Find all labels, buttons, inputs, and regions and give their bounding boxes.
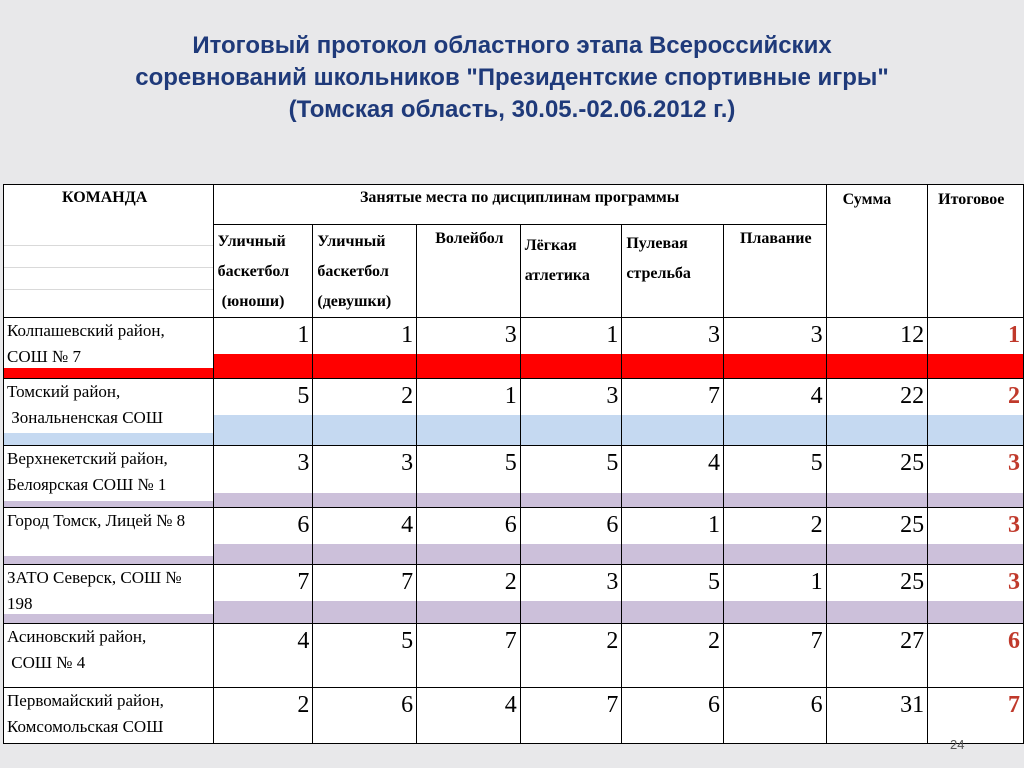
discipline-place-value: 7 xyxy=(504,628,517,654)
discipline-place-cell xyxy=(622,565,724,624)
place-highlight-band xyxy=(214,354,313,378)
discipline-place-cell xyxy=(417,446,521,508)
place-highlight-band xyxy=(4,556,213,564)
team-name-line-1: Город Томск, Лицей № 8 xyxy=(7,511,186,530)
discipline-place-value: 4 xyxy=(504,692,517,718)
discipline-place-cell xyxy=(723,318,826,379)
discipline-place-cell xyxy=(313,446,417,508)
discipline-place-value: 1 xyxy=(707,512,720,538)
place-highlight-band xyxy=(521,601,622,623)
discipline-place-value: 5 xyxy=(401,628,414,654)
discipline-place-cell xyxy=(520,318,622,379)
place-highlight-band xyxy=(724,544,826,564)
sum-cell xyxy=(826,508,928,565)
discipline-place-cell xyxy=(417,318,521,379)
discipline-place-cell xyxy=(213,624,313,688)
discipline-place-value: 6 xyxy=(707,692,720,718)
discipline-place-value: 6 xyxy=(606,512,619,538)
team-name-cell xyxy=(4,565,214,624)
discipline-place-cell xyxy=(520,446,622,508)
final-place-cell xyxy=(928,508,1024,565)
discipline-place-value: 2 xyxy=(810,512,823,538)
disciplines-header: Занятые места по дисциплинам программы xyxy=(213,185,826,225)
sum-value: 22 xyxy=(900,383,925,409)
final-place-cell xyxy=(928,624,1024,688)
place-highlight-band xyxy=(214,544,313,564)
discipline-place-value: 3 xyxy=(401,450,414,476)
place-highlight-band xyxy=(4,433,213,445)
final-place-value: 3 xyxy=(1008,512,1020,538)
discipline-place-value: 3 xyxy=(707,322,720,348)
discipline-place-value: 3 xyxy=(297,450,310,476)
team-row xyxy=(4,508,1024,565)
team-row xyxy=(4,624,1024,688)
discipline-place-cell xyxy=(213,508,313,565)
sum-cell xyxy=(826,379,928,446)
discipline-place-cell xyxy=(213,565,313,624)
team-name-cell xyxy=(4,318,214,379)
place-highlight-band xyxy=(417,354,520,378)
place-highlight-band xyxy=(4,501,213,507)
results-table xyxy=(3,184,1024,744)
discipline-place-cell xyxy=(213,379,313,446)
discipline-place-value: 3 xyxy=(606,569,619,595)
discipline-place-value: 2 xyxy=(707,628,720,654)
team-name-line-1: ЗАТО Северск, СОШ № xyxy=(7,568,182,587)
discipline-place-value: 4 xyxy=(297,628,310,654)
place-highlight-band xyxy=(521,415,622,445)
discipline-place-cell xyxy=(417,624,521,688)
place-highlight-band xyxy=(622,493,723,507)
discipline-place-value: 6 xyxy=(504,512,517,538)
title-line-3: (Томская область, 30.05.-02.06.2012 г.) xyxy=(288,96,736,123)
discipline-place-cell xyxy=(723,688,826,744)
discipline-place-cell xyxy=(622,318,724,379)
place-highlight-band xyxy=(521,354,622,378)
place-highlight-band xyxy=(928,493,1023,507)
discipline-place-cell xyxy=(213,318,313,379)
sum-value: 25 xyxy=(900,569,925,595)
discipline-place-cell xyxy=(313,624,417,688)
place-highlight-band xyxy=(214,493,313,507)
place-highlight-band xyxy=(928,544,1023,564)
team-name-line-1: Первомайский район, xyxy=(7,691,164,710)
place-highlight-band xyxy=(521,544,622,564)
discipline-place-cell xyxy=(622,446,724,508)
discipline-place-cell xyxy=(313,688,417,744)
discipline-place-cell xyxy=(313,318,417,379)
discipline-place-value: 3 xyxy=(606,383,619,409)
team-name-line-1: Томский район, xyxy=(7,382,121,401)
place-highlight-band xyxy=(313,601,416,623)
place-highlight-band xyxy=(521,493,622,507)
discipline-place-cell xyxy=(723,446,826,508)
team-name-cell xyxy=(4,508,214,565)
place-highlight-band xyxy=(417,415,520,445)
discipline-place-cell xyxy=(520,565,622,624)
team-name-line-2: СОШ № 7 xyxy=(7,347,81,366)
sum-value: 25 xyxy=(900,512,925,538)
place-highlight-band xyxy=(417,601,520,623)
sum-column-header: Сумма xyxy=(826,185,928,318)
discipline-place-value: 1 xyxy=(297,322,310,348)
sum-cell xyxy=(826,318,928,379)
discipline-place-cell xyxy=(622,508,724,565)
discipline-place-cell xyxy=(520,688,622,744)
team-name-line-2: Зональненская СОШ xyxy=(7,408,163,427)
place-highlight-band xyxy=(214,415,313,445)
sum-cell xyxy=(826,446,928,508)
discipline-place-value: 3 xyxy=(504,322,517,348)
header-row-1 xyxy=(4,185,1024,225)
team-name-cell xyxy=(4,688,214,744)
team-name-line-1: Колпашевский район, xyxy=(7,321,165,340)
place-highlight-band xyxy=(827,415,928,445)
discipline-place-value: 4 xyxy=(707,450,720,476)
discipline-place-value: 4 xyxy=(401,512,414,538)
team-name-line-1: Асиновский район, xyxy=(7,627,147,646)
discipline-place-cell xyxy=(313,379,417,446)
team-name-cell xyxy=(4,379,214,446)
discipline-place-value: 1 xyxy=(810,569,823,595)
discipline-place-value: 1 xyxy=(401,322,414,348)
team-name-line-1: Верхнекетский район, xyxy=(7,449,168,468)
team-row xyxy=(4,688,1024,744)
final-place-value: 3 xyxy=(1008,569,1020,595)
place-highlight-band xyxy=(622,354,723,378)
place-highlight-band xyxy=(214,601,313,623)
place-highlight-band xyxy=(724,354,826,378)
slide-title xyxy=(20,30,1004,126)
discipline-place-value: 6 xyxy=(297,512,310,538)
discipline-place-value: 2 xyxy=(401,383,414,409)
discipline-place-cell xyxy=(417,508,521,565)
discipline-place-value: 1 xyxy=(504,383,517,409)
place-highlight-band xyxy=(417,544,520,564)
discipline-place-value: 6 xyxy=(401,692,414,718)
place-highlight-band xyxy=(622,415,723,445)
discipline-place-value: 5 xyxy=(606,450,619,476)
final-place-cell xyxy=(928,565,1024,624)
place-highlight-band xyxy=(724,493,826,507)
discipline-place-cell xyxy=(723,624,826,688)
discipline-place-value: 6 xyxy=(810,692,823,718)
final-place-cell xyxy=(928,688,1024,744)
discipline-place-value: 7 xyxy=(401,569,414,595)
final-place-cell xyxy=(928,379,1024,446)
team-name-line-2: Комсомольская СОШ xyxy=(7,717,164,736)
discipline-header: Уличный баскетбол (девушки) xyxy=(313,225,417,318)
discipline-place-value: 7 xyxy=(707,383,720,409)
discipline-place-value: 2 xyxy=(606,628,619,654)
discipline-place-cell xyxy=(213,446,313,508)
place-highlight-band xyxy=(928,601,1023,623)
place-highlight-band xyxy=(827,544,928,564)
place-highlight-band xyxy=(724,601,826,623)
place-highlight-band xyxy=(928,415,1023,445)
discipline-header: Пулевая стрельба xyxy=(622,225,724,318)
place-highlight-band xyxy=(724,415,826,445)
team-name-line-2: 198 xyxy=(7,594,33,613)
final-place-value: 1 xyxy=(1008,322,1020,348)
discipline-place-cell xyxy=(723,508,826,565)
discipline-place-value: 2 xyxy=(504,569,517,595)
team-name-cell xyxy=(4,624,214,688)
discipline-place-value: 7 xyxy=(297,569,310,595)
sum-cell xyxy=(826,624,928,688)
sum-cell xyxy=(826,565,928,624)
place-highlight-band xyxy=(827,354,928,378)
final-place-cell xyxy=(928,318,1024,379)
place-highlight-band xyxy=(827,601,928,623)
discipline-header: Плавание xyxy=(723,225,826,318)
discipline-place-cell xyxy=(622,379,724,446)
discipline-place-cell xyxy=(723,565,826,624)
discipline-place-value: 7 xyxy=(606,692,619,718)
sum-cell xyxy=(826,688,928,744)
discipline-place-cell xyxy=(622,688,724,744)
sum-value: 25 xyxy=(900,450,925,476)
discipline-place-cell xyxy=(417,379,521,446)
place-highlight-band xyxy=(928,354,1023,378)
discipline-place-value: 4 xyxy=(810,383,823,409)
place-highlight-band xyxy=(313,354,416,378)
discipline-place-value: 2 xyxy=(297,692,310,718)
team-row xyxy=(4,446,1024,508)
discipline-place-value: 5 xyxy=(810,450,823,476)
discipline-place-cell xyxy=(313,508,417,565)
title-line-1: Итоговый протокол областного этапа Всероссийских xyxy=(192,32,832,59)
final-place-value: 2 xyxy=(1008,383,1020,409)
title-line-2: соревнований школьников "Президентские спортивные игры" xyxy=(135,64,889,91)
discipline-header: Лёгкая атлетика xyxy=(520,225,622,318)
discipline-place-cell xyxy=(622,624,724,688)
final-column-header: Итоговое xyxy=(928,185,1024,318)
place-highlight-band xyxy=(313,415,416,445)
final-place-value: 6 xyxy=(1008,628,1020,654)
page-number: 24 xyxy=(950,737,965,752)
discipline-place-cell xyxy=(723,379,826,446)
team-name-line-2: Белоярская СОШ № 1 xyxy=(7,475,167,494)
discipline-place-value: 5 xyxy=(504,450,517,476)
place-highlight-band xyxy=(313,544,416,564)
discipline-place-cell xyxy=(417,565,521,624)
discipline-place-cell xyxy=(417,688,521,744)
place-highlight-band xyxy=(417,493,520,507)
place-highlight-band xyxy=(622,544,723,564)
final-place-value: 3 xyxy=(1008,450,1020,476)
final-place-value: 7 xyxy=(1008,692,1020,718)
discipline-place-cell xyxy=(213,688,313,744)
team-name-line-2: СОШ № 4 xyxy=(7,653,86,672)
discipline-place-cell xyxy=(313,565,417,624)
sum-value: 12 xyxy=(900,322,925,348)
place-highlight-band xyxy=(827,493,928,507)
discipline-place-cell xyxy=(520,624,622,688)
sum-value: 31 xyxy=(900,692,925,718)
place-highlight-band xyxy=(313,493,416,507)
discipline-header: Волейбол xyxy=(417,225,521,318)
final-place-cell xyxy=(928,446,1024,508)
team-row xyxy=(4,318,1024,379)
team-name-cell xyxy=(4,446,214,508)
discipline-place-cell xyxy=(520,379,622,446)
discipline-header: Уличный баскетбол (юноши) xyxy=(213,225,313,318)
discipline-place-cell xyxy=(520,508,622,565)
discipline-place-value: 3 xyxy=(810,322,823,348)
place-highlight-band xyxy=(4,614,213,623)
team-column-header: КОМАНДА xyxy=(4,185,214,318)
place-highlight-band xyxy=(622,601,723,623)
discipline-place-value: 5 xyxy=(707,569,720,595)
discipline-place-value: 7 xyxy=(810,628,823,654)
place-highlight-band xyxy=(4,368,213,378)
sum-value: 27 xyxy=(900,628,925,654)
discipline-place-value: 5 xyxy=(297,383,310,409)
team-row xyxy=(4,379,1024,446)
team-row xyxy=(4,565,1024,624)
discipline-place-value: 1 xyxy=(606,322,619,348)
